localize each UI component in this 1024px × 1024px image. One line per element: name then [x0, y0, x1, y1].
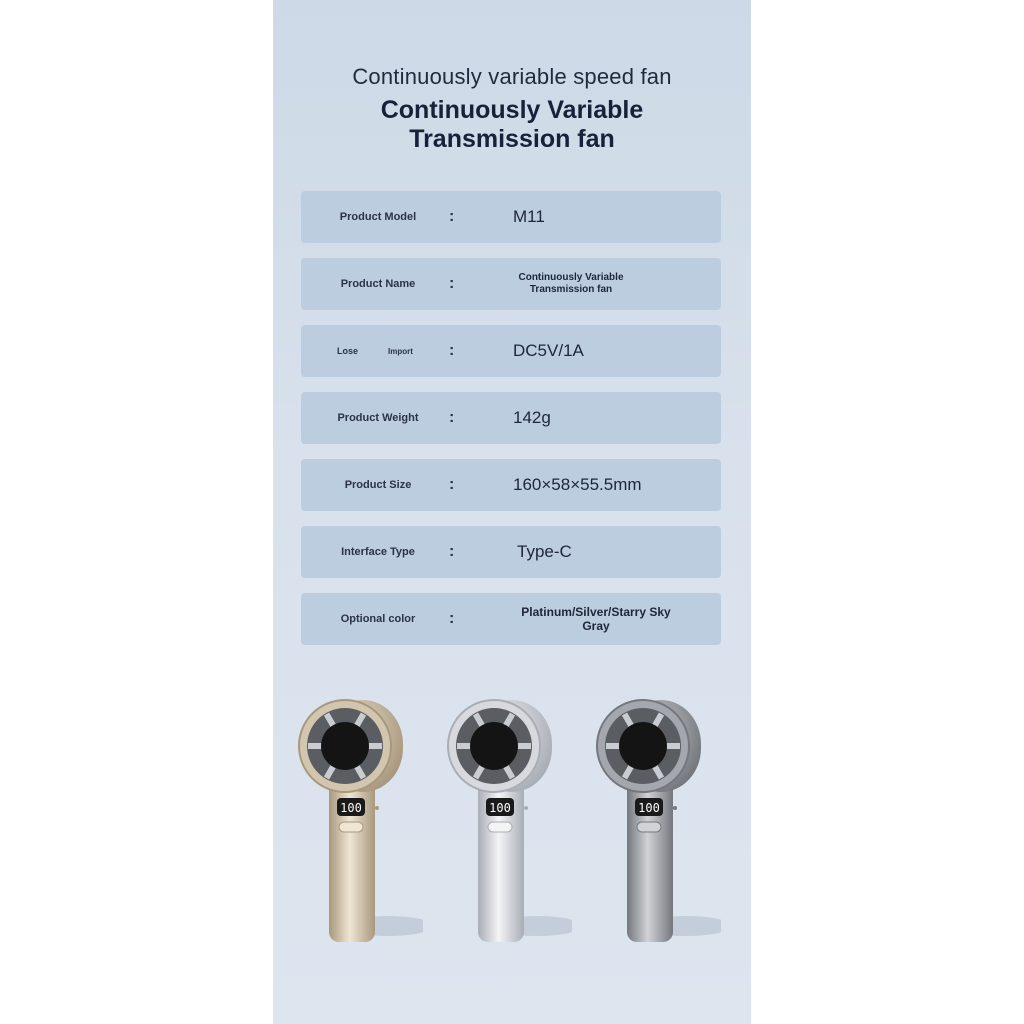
fan-hub [619, 722, 667, 770]
spec-value: 142g [513, 408, 551, 427]
spec-label: Product Weight [337, 412, 419, 424]
spec-label [301, 325, 455, 377]
spec-label: Optional color [340, 613, 416, 625]
spec-row-interface [301, 526, 721, 578]
fan-side-dot [375, 806, 379, 810]
spec-colon: : [449, 342, 455, 359]
fan-power-button [488, 822, 512, 832]
fan-power-button [339, 822, 363, 832]
spec-label-part-2: Import [388, 346, 413, 356]
fan-hub [470, 722, 518, 770]
spec-colon: : [449, 610, 455, 627]
spec-value: M11 [513, 207, 545, 226]
spec-row-color [301, 593, 721, 645]
spec-label: Product Size [344, 479, 412, 491]
fan-side-dot [524, 806, 528, 810]
fan-display-reading: 100 [340, 801, 362, 815]
spec-row-model [301, 191, 721, 243]
spec-label: Product Model [339, 211, 417, 223]
fan-display-reading: 100 [489, 801, 511, 815]
spec-colon: : [449, 208, 455, 225]
title-line-1: Continuously Variable [380, 96, 644, 124]
fan-platinum-image [293, 690, 423, 950]
spec-row-weight [301, 392, 721, 444]
fan-hub [321, 722, 369, 770]
fan-side-dot [673, 806, 677, 810]
spec-value: Type-C [517, 542, 572, 561]
page-subtitle: Continuously variable speed fan [352, 64, 672, 89]
spec-label: Interface Type [341, 546, 415, 558]
spec-value-line-1: Continuously Variable [518, 272, 624, 283]
spec-label-part-1: Lose [337, 346, 359, 356]
spec-value-line-2: Gray [582, 619, 610, 633]
spec-value-line-1: Platinum/Silver/Starry Sky [521, 605, 671, 619]
product-images [273, 690, 751, 960]
spec-value [511, 593, 681, 645]
spec-value-line-2: Transmission fan [529, 284, 613, 295]
spec-row-name [301, 258, 721, 310]
spec-colon: : [449, 275, 455, 292]
title-line-2: Transmission fan [409, 125, 615, 153]
spec-colon: : [449, 476, 455, 493]
spec-row-input [301, 325, 721, 377]
spec-colon: : [449, 409, 455, 426]
spec-value: DC5V/1A [513, 341, 584, 360]
spec-panel [273, 0, 751, 1024]
page-title [273, 96, 751, 154]
spec-row-size [301, 459, 721, 511]
fan-display-reading: 100 [638, 801, 660, 815]
fan-gray-image [591, 690, 721, 950]
fan-power-button [637, 822, 661, 832]
spec-label: Product Name [340, 278, 416, 290]
spec-colon: : [449, 543, 455, 560]
fan-silver-image [442, 690, 572, 950]
spec-value: 160×58×55.5mm [513, 475, 642, 494]
spec-value [491, 258, 651, 310]
